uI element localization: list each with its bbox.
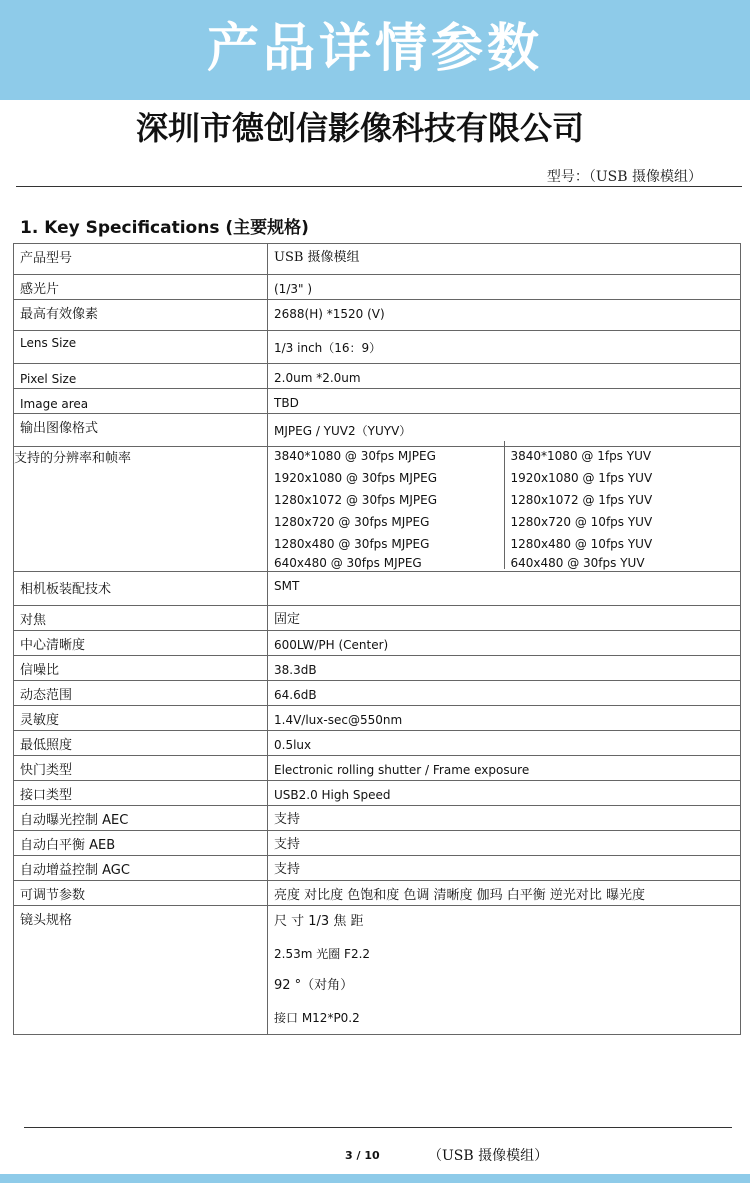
spec-key: 可调节参数	[14, 881, 268, 906]
spec-key: 镜头规格	[14, 906, 268, 1035]
table-row	[14, 706, 741, 731]
spec-value: MJPEG / YUV2（YUYV）	[268, 414, 741, 447]
resolution-item: 1280x1072 @ 1fps YUV	[510, 493, 653, 507]
spec-value: 1/3 inch（16：9）	[268, 331, 741, 364]
resolution-item: 3840*1080 @ 1fps YUV	[510, 449, 652, 463]
spec-key: 支持的分辨率和帧率	[14, 447, 268, 572]
table-row	[14, 856, 741, 881]
banner-title: 产品详情参数	[206, 19, 543, 79]
spec-value: TBD	[268, 389, 741, 414]
resolution-item: 640x480 @ 30fps MJPEG	[274, 556, 422, 570]
lens-spec-line: 接口 M12*P0.2	[274, 1011, 360, 1025]
spec-key: Lens Size	[14, 331, 268, 364]
resolution-columns	[268, 441, 740, 569]
spec-value: 38.3dB	[268, 656, 741, 681]
table-row	[14, 831, 741, 856]
spec-key: 相机板装配技术	[14, 572, 268, 606]
spec-value: USB 摄像模组	[268, 244, 741, 275]
table-row	[14, 631, 741, 656]
table-row	[14, 806, 741, 831]
spec-key: 中心清晰度	[14, 631, 268, 656]
table-row	[14, 572, 741, 606]
spec-value: SMT	[268, 572, 741, 606]
table-row	[14, 389, 741, 414]
footer-bar	[0, 1174, 750, 1183]
spec-value: (1/3" )	[268, 275, 741, 300]
spec-key: 对焦	[14, 606, 268, 631]
spec-key: 自动曝光控制 AEC	[14, 806, 268, 831]
spec-value: 2.0um *2.0um	[268, 364, 741, 389]
resolution-item: 640x480 @ 30fps YUV	[510, 556, 645, 570]
table-row	[14, 331, 741, 364]
mjpeg-column	[268, 441, 504, 569]
resolution-item: 1280x1072 @ 30fps MJPEG	[274, 493, 437, 507]
company-name: 深圳市德创信影像科技有限公司	[135, 109, 584, 147]
table-row	[14, 364, 741, 389]
footer-divider	[24, 1127, 732, 1128]
resolution-item: 1280x480 @ 10fps YUV	[510, 537, 653, 551]
spec-value: 亮度 对比度 色饱和度 色调 清晰度 伽玛 白平衡 逆光对比 曝光度	[268, 881, 741, 906]
spec-key: 感光片	[14, 275, 268, 300]
table-row	[14, 656, 741, 681]
table-row	[14, 275, 741, 300]
spec-key: 信噪比	[14, 656, 268, 681]
spec-key: Image area	[14, 389, 268, 414]
resolution-item: 1280x720 @ 30fps MJPEG	[274, 515, 430, 529]
spec-key: 输出图像格式	[14, 414, 268, 447]
header-banner	[0, 0, 750, 100]
lens-spec-line: 92 °（对角）	[274, 978, 354, 993]
resolution-item: 1280x480 @ 30fps MJPEG	[274, 537, 430, 551]
spec-value: USB2.0 High Speed	[268, 781, 741, 806]
spec-key: Pixel Size	[14, 364, 268, 389]
table-row-resolutions	[14, 447, 741, 572]
spec-key: 动态范围	[14, 681, 268, 706]
spec-key: 产品型号	[14, 244, 268, 275]
resolution-item: 1920x1080 @ 30fps MJPEG	[274, 471, 437, 485]
resolution-cell	[268, 447, 741, 572]
spec-key: 快门类型	[14, 756, 268, 781]
table-row	[14, 781, 741, 806]
spec-value: 支持	[268, 856, 741, 881]
resolution-item: 1280x720 @ 10fps YUV	[510, 515, 653, 529]
spec-key: 最低照度	[14, 731, 268, 756]
spec-key: 最高有效像素	[14, 300, 268, 331]
resolution-item: 1920x1080 @ 1fps YUV	[510, 471, 653, 485]
table-row	[14, 881, 741, 906]
spec-value: 600LW/PH (Center)	[268, 631, 741, 656]
table-row-lens	[14, 906, 741, 1035]
table-row	[14, 756, 741, 781]
spec-value: 0.5lux	[268, 731, 741, 756]
spec-table	[13, 243, 741, 1035]
model-label: 型号：（USB 摄像模组）	[546, 169, 702, 185]
spec-value: 支持	[268, 806, 741, 831]
spec-value: 固定	[268, 606, 741, 631]
lens-cell	[268, 906, 741, 1035]
table-row	[14, 606, 741, 631]
footer-model-label: （USB 摄像模组）	[428, 1148, 549, 1164]
table-row	[14, 244, 741, 275]
table-row	[14, 681, 741, 706]
spec-value: 1.4V/lux-sec@550nm	[268, 706, 741, 731]
resolution-item: 3840*1080 @ 30fps MJPEG	[274, 449, 436, 463]
spec-value: 2688(H) *1520 (V)	[268, 300, 741, 331]
table-row	[14, 300, 741, 331]
spec-value: Electronic rolling shutter / Frame exposure	[268, 756, 741, 781]
spec-value: 64.6dB	[268, 681, 741, 706]
header-divider	[16, 186, 742, 187]
lens-spec-line: 尺 寸 1/3 焦 距	[274, 914, 364, 929]
spec-value: 支持	[268, 831, 741, 856]
page-number: 3 / 10	[345, 1149, 380, 1162]
yuv-column	[504, 441, 741, 569]
spec-key: 自动白平衡 AEB	[14, 831, 268, 856]
spec-key: 灵敏度	[14, 706, 268, 731]
section-heading: 1. Key Specifications (主要规格)	[20, 218, 309, 238]
spec-key: 接口类型	[14, 781, 268, 806]
spec-key: 自动增益控制 AGC	[14, 856, 268, 881]
lens-spec-line: 2.53m 光圈 F2.2	[274, 947, 371, 961]
table-row	[14, 731, 741, 756]
